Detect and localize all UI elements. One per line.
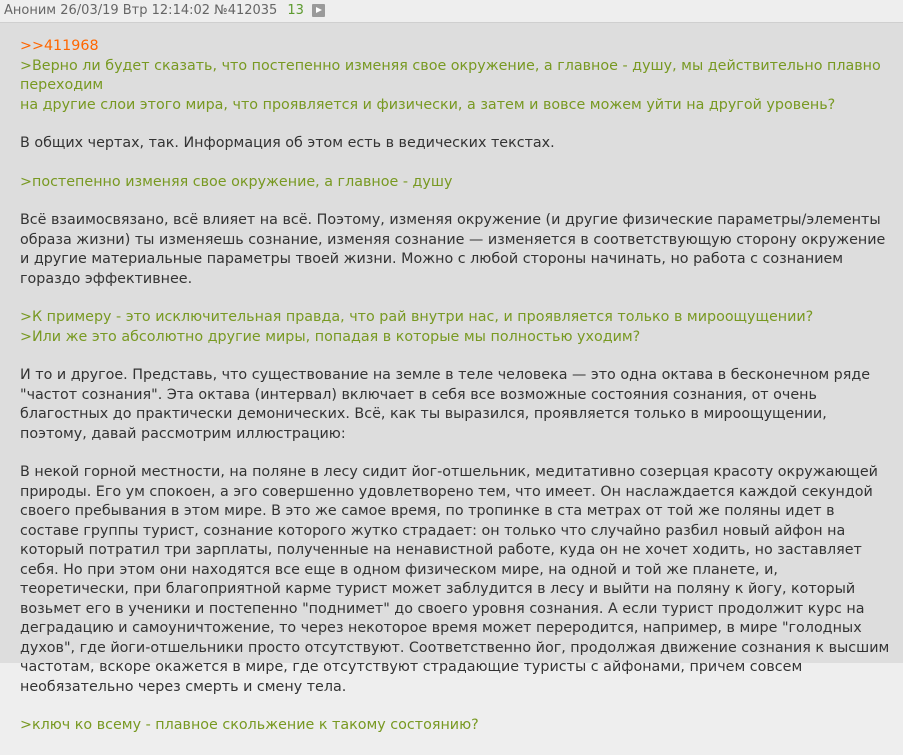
quote-line: >Верно ли будет сказать, что постепенно изменяя свое окружение, а главное - душу, мы действительно плавно переходим — [20, 57, 881, 93]
post-datetime: 26/03/19 Втр 12:14:02 — [60, 2, 211, 18]
message-paragraph: Всё взаимосвязано, всё влияет на всё. Поэтому, изменяя окружение (и другие физические параметры/элементы образа жизни) ты изменяешь сознание, изменяя сознание — изменяется в соответствующую сторону окружение и другие материальные параметры твоей жизни. Можно с любой стороны начинать, но работа с сознанием гораздо эффективнее. — [20, 212, 886, 287]
quote-line: >Или же это абсолютно другие миры, попадая в которые мы полностью уходим? — [20, 328, 641, 345]
reply-count[interactable]: 13 — [287, 2, 304, 18]
message-paragraph: В общих чертах, так. Информация об этом есть в ведических текстах. — [20, 135, 555, 151]
post-author: Аноним — [4, 2, 57, 18]
message-paragraph: И то и другое. Представь, что существование на земле в теле человека — это одна октава в бесконечном ряде "частот сознания". Эта октава (интервал) включает в себя все возможные состояния сознания, от очень благостных до практически демонических. Всё, как ты выразился, проявляется только в мироощущении, поэтому, давай рассмотрим иллюстрацию: — [20, 367, 871, 442]
message-paragraph: В некой горной местности, на поляне в лесу сидит йог-отшельник, медитативно созерцая красоту окружающей природы. Его ум спокоен, а эго совершенно удовлетворено тем, что имеет. Он наслаждается каждой секундой своего пребывания в этом мире. В это же самое время, по тропинке в ста метрах от той же поляны идет в составе группы турист, сознание которого жутко страдает: он только что случайно разбил новый айфон на который потратил три зарплаты, полученные на ненавистной работе, куда он не хочет ходить, но заставляет себя. Но при этом они находятся все еще в одном физическом мире, на одной и той же планете, и, теоретически, при благоприятной карме турист может заблудится в лесу и выйти на поляну к йогу, который возьмет его в ученики и постепенно "поднимет" до своего уровня сознания. А если турист продолжит курс на деградацию и самоуничтожение, то через некоторое время может переродится, например, в мире "голодных духов", где йоги-отшельники просто отсутствуют. Соответственно йог, продолжая движение сознания к высшим частотам, вскоре окажется в мире, где отсутствуют страдающие туристы с айфонами, причем совсем необязательно через смерть и смену тела. — [20, 464, 890, 695]
play-icon[interactable] — [312, 4, 325, 17]
quote-line: на другие слои этого мира, что проявляется и физически, а затем и вовсе можем уйти на другой уровень? — [20, 96, 836, 113]
quote-line: >К примеру - это исключительная правда, что рай внутри нас, и проявляется только в мироощущении? — [20, 309, 814, 325]
post-body-container — [0, 22, 903, 733]
quote-line: >постепенно изменяя свое окружение, а главное - душу — [20, 173, 453, 190]
reply-link[interactable]: >>411968 — [20, 38, 99, 54]
quote-line: >ключ ко всему - плавное скольжение к такому состоянию? — [20, 717, 479, 733]
post-number[interactable]: №412035 — [214, 2, 278, 18]
post-header — [0, 0, 325, 20]
post-message — [20, 37, 890, 755]
